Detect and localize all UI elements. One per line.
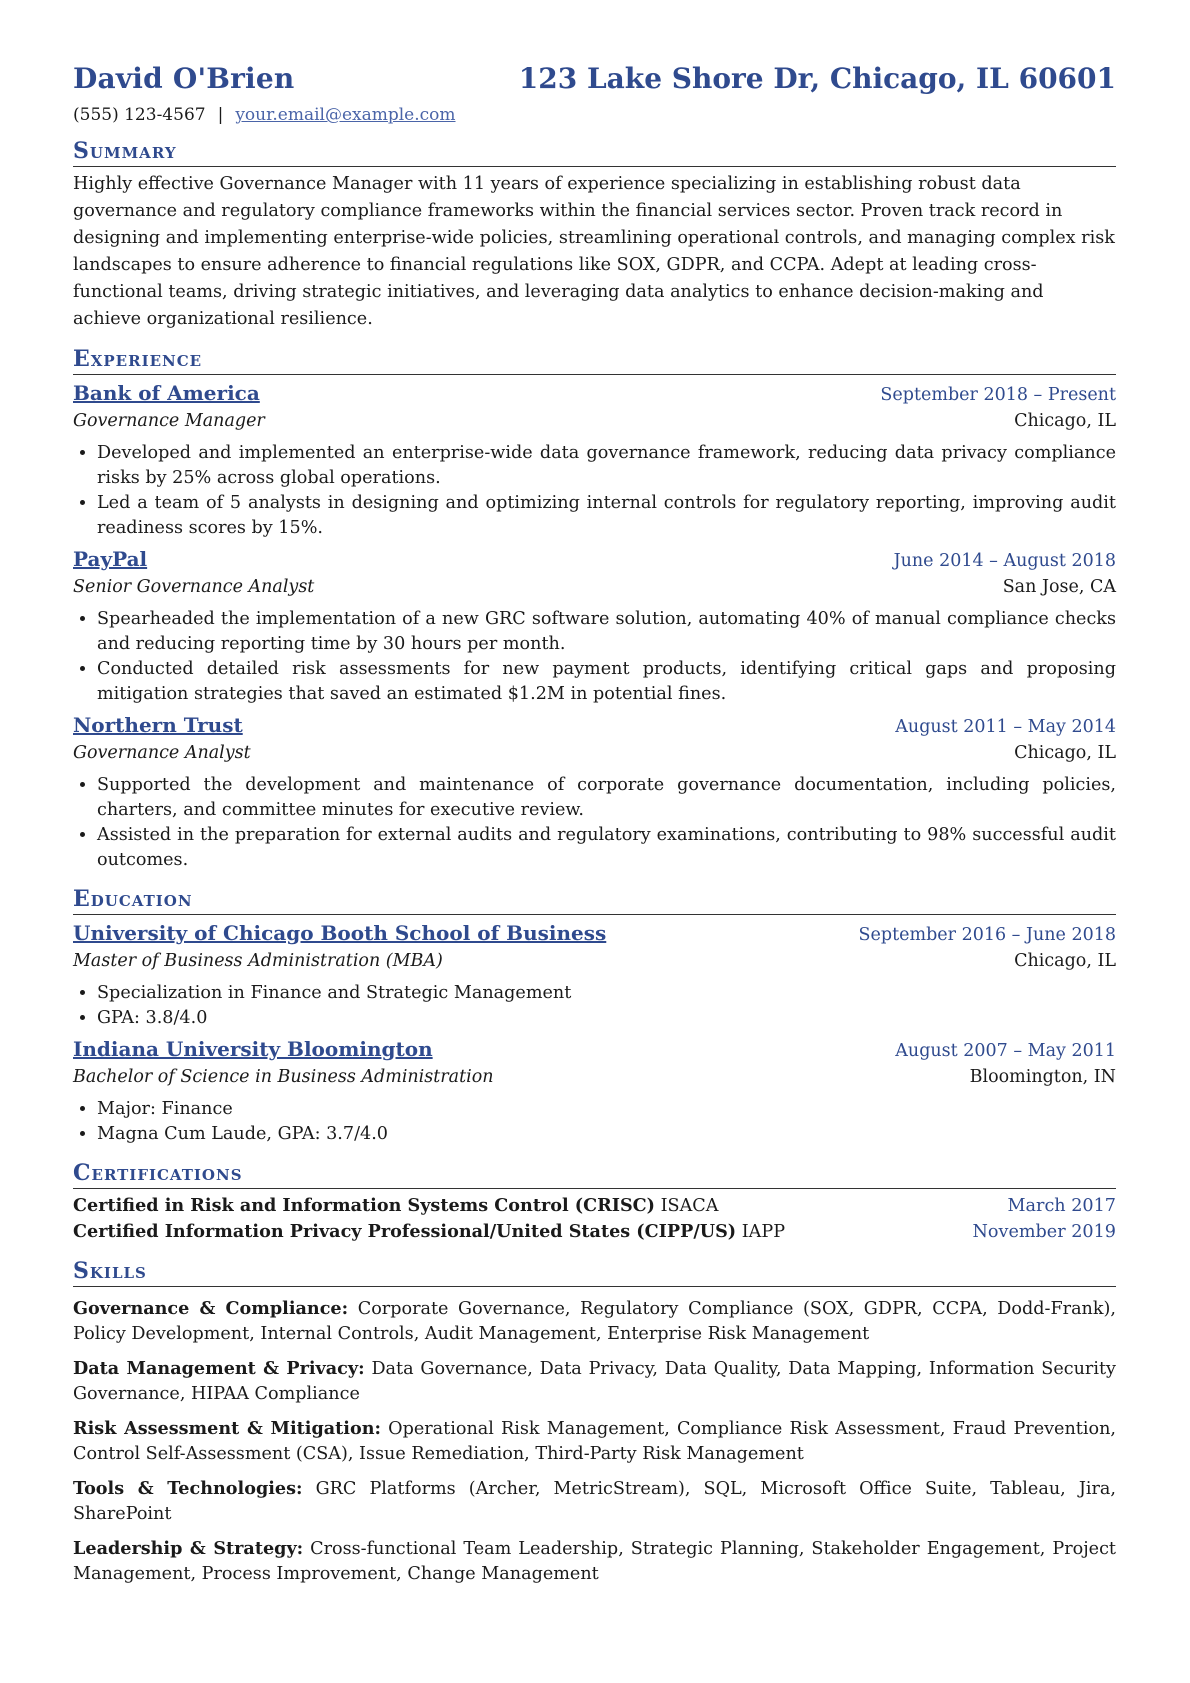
company-link[interactable]: Northern Trust — [73, 713, 243, 737]
skill-list: Corporate Governance, Regulatory Compliance (SOX, GDPR, CCPA, Dodd-Frank), Policy Development, Internal Controls, Audit Management, Enterprise Risk Management — [73, 1299, 1117, 1344]
bullet-item: • Spearheaded the implementation of a new GRC software solution, automating 40% of manual compliance checks and reducing reporting time by 30 hours per month. — [97, 607, 1116, 657]
bullet-item: • Assisted in the preparation for external audits and regulatory examinations, contributing to 98% successful audit outcomes. — [97, 823, 1116, 873]
job-location: Chicago, IL — [1014, 743, 1116, 763]
bullet-item: • Specialization in Finance and Strategic Management — [97, 981, 1116, 1006]
phone-number: (555) 123-4567 — [73, 105, 206, 125]
job-dates: September 2018 – Present — [880, 385, 1116, 405]
experience-entry — [73, 545, 1116, 707]
skill-label: Data Management & Privacy: — [73, 1358, 365, 1379]
skill-label: Governance & Compliance: — [73, 1298, 349, 1319]
school-link[interactable]: University of Chicago Booth School of Business — [73, 921, 607, 945]
skill-group — [73, 1416, 1116, 1467]
job-bullets — [73, 773, 1116, 873]
certification-name: Certified in Risk and Information Systems Control (CRISC) — [73, 1195, 655, 1216]
job-title: Senior Governance Analyst — [73, 577, 315, 597]
education-bullets — [73, 1097, 1116, 1147]
job-bullets — [73, 441, 1116, 541]
company-link[interactable]: Bank of America — [73, 381, 260, 405]
contact-line — [73, 105, 1116, 125]
certification-date: November 2019 — [972, 1222, 1116, 1242]
school-location: Bloomington, IN — [969, 1067, 1116, 1087]
email-link[interactable]: your.email@example.com — [235, 105, 456, 125]
degree-title: Bachelor of Science in Business Administration — [73, 1067, 494, 1087]
bullet-item: • Led a team of 5 analysts in designing and optimizing internal controls for regulatory reporting, improving audit readiness scores by 15%. — [97, 491, 1116, 541]
section-title-education: Education — [73, 885, 1116, 915]
bullet-item: • Major: Finance — [97, 1097, 1116, 1122]
skill-label: Leadership & Strategy: — [73, 1538, 304, 1559]
bullet-item: • Developed and implemented an enterprise-wide data governance framework, reducing data privacy compliance risks by 25% across global operations. — [97, 441, 1116, 491]
summary-section — [73, 137, 1116, 333]
experience-entry — [73, 711, 1116, 873]
degree-title: Master of Business Administration (MBA) — [73, 951, 443, 971]
resume-header — [73, 62, 1116, 95]
job-bullets — [73, 607, 1116, 707]
school-dates: August 2007 – May 2011 — [895, 1041, 1116, 1061]
school-link[interactable]: Indiana University Bloomington — [73, 1037, 433, 1061]
education-entry — [73, 1035, 1116, 1147]
contact-separator: | — [217, 105, 224, 125]
certification-item — [73, 1193, 1116, 1219]
bullet-item: • Magna Cum Laude, GPA: 3.7/4.0 — [97, 1122, 1116, 1147]
certification-name: Certified Information Privacy Professional/United States (CIPP/US) — [73, 1221, 737, 1242]
job-location: Chicago, IL — [1014, 411, 1116, 431]
skill-list: Cross-functional Team Leadership, Strategic Planning, Stakeholder Engagement, Project Management, Process Improvement, Change Management — [73, 1539, 1116, 1584]
school-location: Chicago, IL — [1014, 951, 1116, 971]
skill-group — [73, 1536, 1116, 1587]
skill-list: Operational Risk Management, Compliance Risk Assessment, Fraud Prevention, Control Self-Assessment (CSA), Issue Remediation, Third-Party Risk Management — [73, 1419, 1117, 1464]
company-link[interactable]: PayPal — [73, 547, 148, 571]
section-title-experience: Experience — [73, 345, 1116, 375]
education-bullets — [73, 981, 1116, 1031]
school-dates: September 2016 – June 2018 — [858, 925, 1116, 945]
certification-issuer: IAPP — [741, 1222, 786, 1242]
experience-entry — [73, 379, 1116, 541]
bullet-item: • Conducted detailed risk assessments for new payment products, identifying critical gaps and proposing mitigation strategies that saved an estimated $1.2M in potential fines. — [97, 657, 1116, 707]
skill-label: Risk Assessment & Mitigation: — [73, 1418, 381, 1439]
job-location: San Jose, CA — [1002, 577, 1116, 597]
section-title-certifications: Certifications — [73, 1159, 1116, 1189]
certification-item — [73, 1219, 1116, 1245]
job-dates: August 2011 – May 2014 — [895, 717, 1116, 737]
certifications-section — [73, 1159, 1116, 1245]
skill-group — [73, 1356, 1116, 1407]
education-entry — [73, 919, 1116, 1031]
skill-label: Tools & Technologies: — [73, 1478, 303, 1499]
bullet-item: • GPA: 3.8/4.0 — [97, 1006, 1116, 1031]
skills-section — [73, 1257, 1116, 1587]
bullet-item: • Supported the development and maintenance of corporate governance documentation, including policies, charters, and committee minutes for executive review. — [97, 773, 1116, 823]
job-title: Governance Manager — [73, 411, 265, 431]
skill-group — [73, 1476, 1116, 1527]
section-title-skills: Skills — [73, 1257, 1116, 1287]
job-dates: June 2014 – August 2018 — [893, 551, 1116, 571]
candidate-name: David O'Brien — [73, 62, 295, 95]
certification-date: March 2017 — [1007, 1196, 1116, 1216]
experience-section — [73, 345, 1116, 873]
skill-list: GRC Platforms (Archer, MetricStream), SQL, Microsoft Office Suite, Tableau, Jira, SharePoint — [73, 1479, 1116, 1524]
section-title-summary: Summary — [73, 137, 1116, 167]
candidate-address: 123 Lake Shore Dr, Chicago, IL 60601 — [518, 62, 1116, 95]
summary-text: Highly effective Governance Manager with 11 years of experience specializing in establishing robust data governance and regulatory compliance frameworks within the financial services sector. Proven track record in designing and implementing enterprise-wide policies, streamlining operational controls, and managing complex risk landscapes to ensure adherence to financial regulations like SOX, GDPR, and CCPA. Adept at leading cross-functional teams, driving strategic initiatives, and leveraging data analytics to enhance decision-making and achieve organizational resilience. — [73, 174, 1115, 329]
job-title: Governance Analyst — [73, 743, 251, 763]
skill-group — [73, 1296, 1116, 1347]
skill-list: Data Governance, Data Privacy, Data Quality, Data Mapping, Information Security Governance, HIPAA Compliance — [73, 1359, 1116, 1404]
education-section — [73, 885, 1116, 1147]
certification-issuer: ISACA — [660, 1196, 719, 1216]
